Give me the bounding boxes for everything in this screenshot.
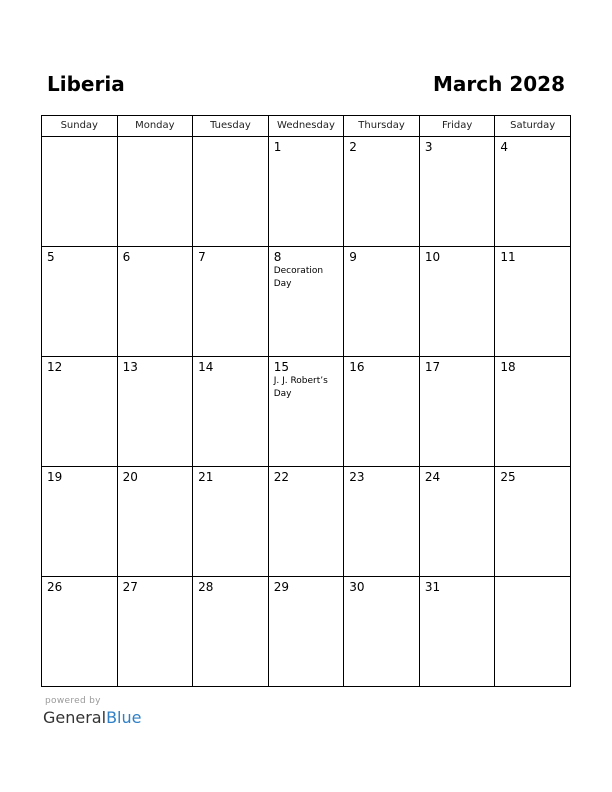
day-number: 5 <box>47 250 55 264</box>
weekday-header-row <box>42 116 571 137</box>
day-cell <box>193 357 269 467</box>
weekday-header: Tuesday <box>193 116 269 137</box>
day-number: 25 <box>500 470 516 484</box>
day-number: 8 <box>273 250 282 264</box>
day-number: 13 <box>122 360 138 374</box>
day-number: 26 <box>47 580 63 594</box>
day-number: 12 <box>47 360 63 374</box>
month-calendar-grid <box>41 115 571 687</box>
brand-general-text: General <box>43 708 107 727</box>
weekday-header: Monday <box>117 116 193 137</box>
day-cell <box>268 357 344 467</box>
day-number: 24 <box>424 470 441 484</box>
day-cell <box>42 467 118 577</box>
day-number: 11 <box>500 250 516 264</box>
day-number: 2 <box>349 140 357 154</box>
day-cell <box>495 357 571 467</box>
day-number: 22 <box>273 470 289 484</box>
day-number: 1 <box>273 140 282 154</box>
week-row <box>42 577 571 687</box>
day-cell <box>495 577 571 687</box>
calendar-header <box>41 70 571 100</box>
day-cell <box>268 577 344 687</box>
weekday-header: Saturday <box>495 116 571 137</box>
day-cell <box>495 467 571 577</box>
day-number: 14 <box>198 360 214 374</box>
day-cell <box>419 467 495 577</box>
day-cell <box>117 357 193 467</box>
footer-branding <box>43 696 183 732</box>
day-cell <box>344 467 420 577</box>
day-number: 3 <box>424 140 433 154</box>
day-cell <box>495 137 571 247</box>
week-row <box>42 357 571 467</box>
day-number: 6 <box>122 250 131 264</box>
day-number <box>193 137 268 140</box>
day-cell <box>193 467 269 577</box>
day-cell <box>193 577 269 687</box>
week-row <box>42 247 571 357</box>
day-number: 31 <box>424 580 441 594</box>
day-cell <box>42 577 118 687</box>
day-cell <box>495 247 571 357</box>
day-number: 28 <box>198 580 214 594</box>
powered-by-text: powered by <box>45 696 101 706</box>
day-number: 23 <box>349 470 365 484</box>
day-cell <box>419 577 495 687</box>
day-cell <box>42 137 118 247</box>
day-cell <box>344 247 420 357</box>
day-number: 7 <box>198 250 206 264</box>
day-cell <box>193 137 269 247</box>
day-number: 17 <box>424 360 441 374</box>
day-number: 21 <box>198 470 214 484</box>
day-number <box>495 577 570 580</box>
brand-blue-text: Blue <box>106 708 142 727</box>
day-number: 30 <box>349 580 365 594</box>
day-cell <box>268 247 344 357</box>
day-number: 20 <box>122 470 138 484</box>
country-title: Liberia <box>47 72 125 96</box>
day-cell <box>117 247 193 357</box>
generalblue-logo[interactable] <box>43 708 141 728</box>
day-number: 19 <box>47 470 63 484</box>
day-cell <box>419 137 495 247</box>
day-number: 18 <box>500 360 516 374</box>
week-row <box>42 467 571 577</box>
day-number: 27 <box>122 580 138 594</box>
day-number: 15 <box>273 360 289 374</box>
calendar-body <box>42 137 571 687</box>
day-cell <box>117 467 193 577</box>
day-cell <box>344 137 420 247</box>
holiday-label: Decoration Day <box>273 266 324 289</box>
weekday-header: Friday <box>419 116 495 137</box>
day-cell <box>117 577 193 687</box>
day-number <box>42 137 117 140</box>
day-cell <box>117 137 193 247</box>
day-cell <box>42 247 118 357</box>
month-title: March 2028 <box>433 72 565 96</box>
holiday-label: J. J. Robert’s Day <box>273 376 328 399</box>
day-cell <box>193 247 269 357</box>
day-cell <box>268 137 344 247</box>
day-number: 10 <box>424 250 441 264</box>
day-number <box>118 137 193 140</box>
day-number: 29 <box>273 580 289 594</box>
day-cell <box>42 357 118 467</box>
day-cell <box>419 247 495 357</box>
day-cell <box>268 467 344 577</box>
weekday-header: Sunday <box>42 116 118 137</box>
day-cell <box>344 357 420 467</box>
day-cell <box>419 357 495 467</box>
weekday-header: Wednesday <box>268 116 344 137</box>
day-cell <box>344 577 420 687</box>
weekday-header: Thursday <box>344 116 420 137</box>
day-number: 9 <box>349 250 357 264</box>
day-number: 16 <box>349 360 365 374</box>
day-number: 4 <box>500 140 509 154</box>
week-row <box>42 137 571 247</box>
